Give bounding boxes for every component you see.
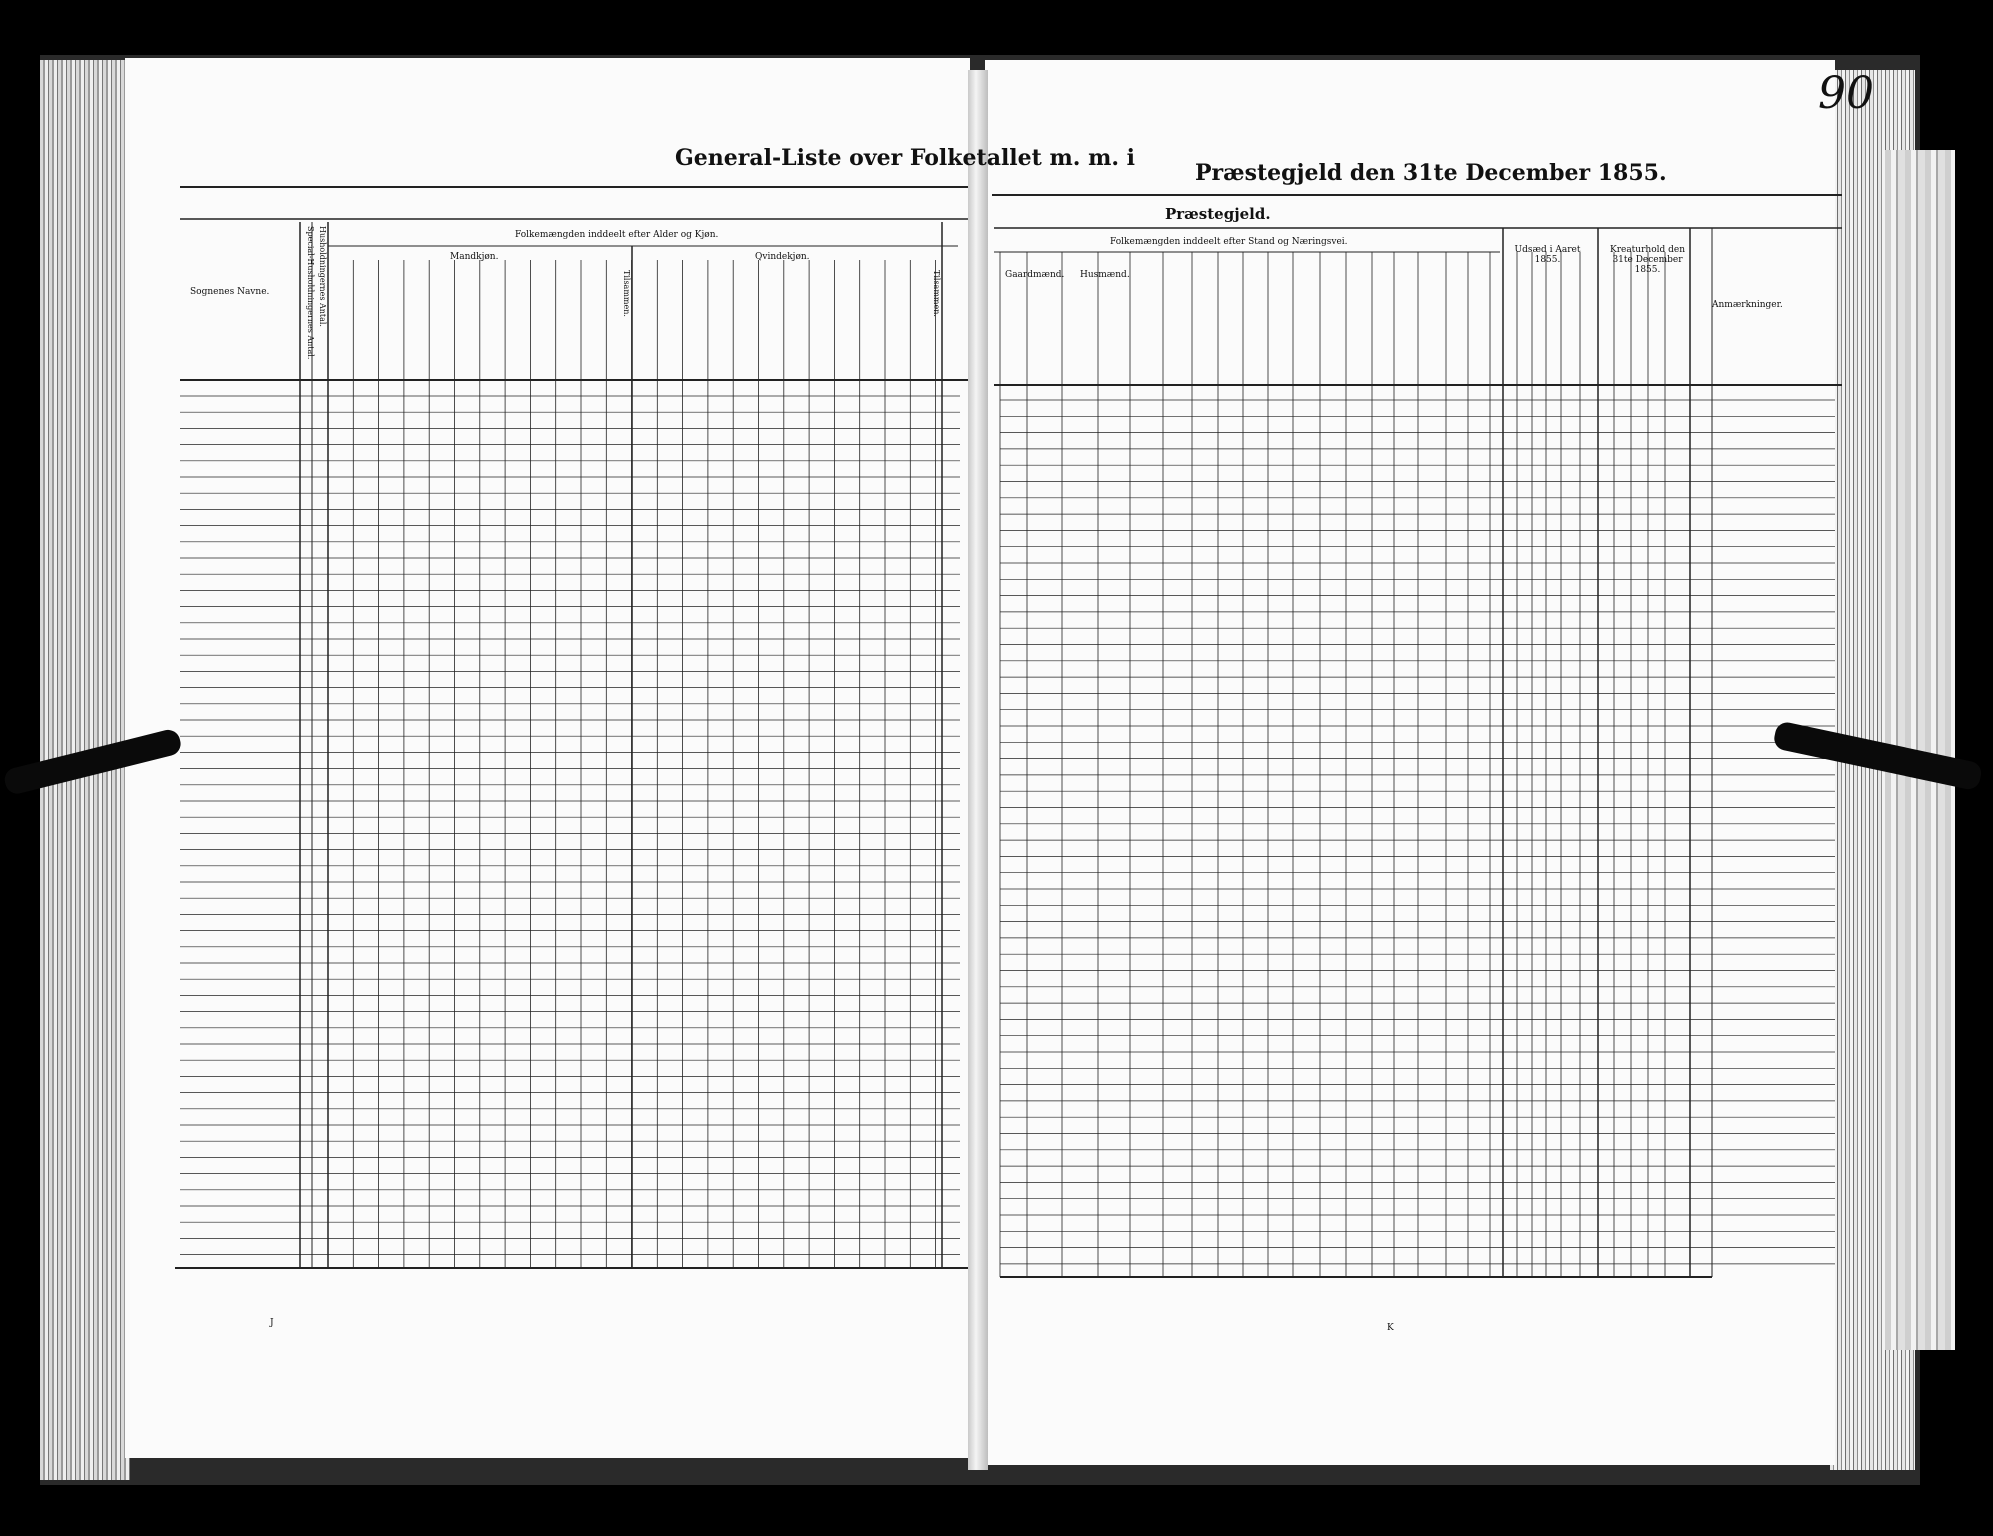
age-sex-group-header: Folkemængden inddeelt efter Alder og Kjøn.	[515, 230, 719, 240]
parish-names-header: Sognenes Navne.	[190, 287, 270, 297]
page-number: 90	[1818, 68, 1874, 119]
parish-subheading: Præstegjeld.	[1165, 205, 1271, 223]
livestock-header: Kreaturhold den 31te December 1855.	[1609, 245, 1686, 275]
farmers-header: Gaardmænd.	[1005, 270, 1065, 280]
left-footer-mark: J	[270, 1318, 274, 1328]
right-page-title: Præstegjeld den 31te December 1855.	[1195, 160, 1667, 186]
special-households-header: Special-Husholdningernes Antal.	[306, 226, 315, 360]
sowing-header: Udsæd i Aaret 1855.	[1514, 245, 1581, 265]
remarks-header: Anmærkninger.	[1712, 300, 1783, 310]
men-header: Mandkjøn.	[450, 252, 499, 262]
total-header: Tilsammen.	[932, 270, 941, 317]
right-footer-mark: K	[1387, 1323, 1394, 1333]
occupation-group-header: Folkemængden inddeelt efter Stand og Næringsvei.	[1110, 237, 1348, 247]
cottagers-header: Husmænd.	[1080, 270, 1130, 280]
households-header: Husholdningernes Antal.	[318, 226, 327, 327]
left-page-title: General-Liste over Folketallet m. m. i	[675, 145, 1136, 171]
women-header: Qvindekjøn.	[755, 252, 810, 262]
men-total-header: Tilsammen.	[622, 270, 631, 317]
